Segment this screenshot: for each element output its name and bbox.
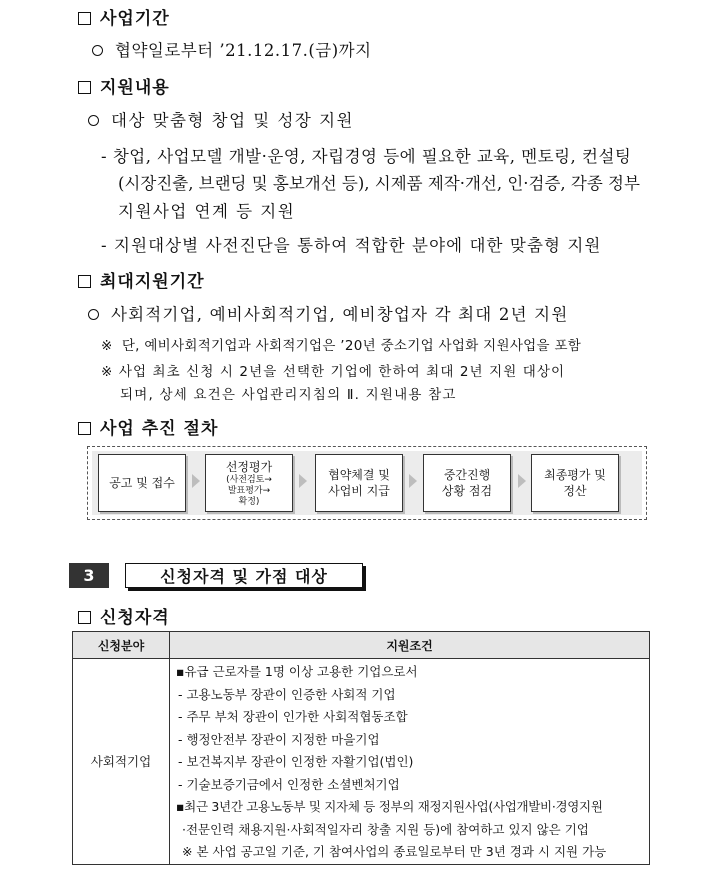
section-number-badge: 3: [69, 563, 109, 588]
section-process-heading: [78, 414, 218, 439]
condition-note-row: ※ 본 사업 공고일 기준, 기 참여사업의 종료일로부터 만 3년 경과 시 지원 가능: [182, 844, 607, 859]
condition-row: ·전문인력 채용지원·사회적일자리 창출 지원 등)에 참여하고 있지 않은 기업: [182, 821, 589, 837]
table-cell-conditions: [170, 659, 650, 865]
circle-bullet-icon: [88, 115, 99, 126]
arrow-right-icon: [299, 474, 307, 488]
circle-bullet-icon: [88, 309, 99, 320]
checkbox-square-icon: [78, 12, 91, 25]
table-header-field: 신청분야: [73, 632, 170, 659]
eligibility-table: [72, 631, 650, 865]
process-step-4: 중간진행 상황 점검: [423, 454, 511, 512]
circle-bullet-icon: [92, 45, 103, 56]
arrow-right-icon: [518, 474, 526, 488]
content-dash1-line3: 지원사업 연계 등 지원: [118, 202, 296, 221]
arrow-right-icon: [409, 474, 417, 488]
process-step-1: 공고 및 접수: [98, 454, 186, 512]
section-content-title: 지원내용: [100, 78, 170, 98]
checkbox-square-icon: [78, 422, 91, 435]
section-eligibility-title: 신청자격: [100, 608, 170, 628]
max-note2-line1: ※ 사업 최초 신청 시 2년을 선택한 기업에 한하여 최대 2년 지원 대상이: [101, 364, 566, 380]
table-cell-field: 사회적기업: [73, 659, 170, 865]
content-dash2: - 지원대상별 사전진단을 통하여 적합한 분야에 대한 맞춤형 지원: [101, 236, 602, 255]
condition-row: - 보건복지부 장관이 인정한 자활기업(법인): [178, 754, 414, 769]
condition-row: - 고용노동부 장관이 인증한 사회적 기업: [178, 686, 396, 702]
section-process-title: 사업 추진 절차: [100, 419, 219, 439]
max-item: 사회적기업, 예비사회적기업, 예비창업자 각 최대 2년 지원: [88, 301, 568, 325]
section-max-heading: [78, 267, 205, 292]
content-dash1-line2: (시장진출, 브랜딩 및 홍보개선 등), 시제품 제작·개선, 인·검증, 각종 정부: [118, 174, 640, 193]
process-step-3: 협약체결 및 사업비 지급: [315, 454, 403, 512]
table-header-condition: 지원조건: [170, 632, 650, 659]
condition-row: - 행정안전부 장관이 지정한 마을기업: [178, 731, 380, 747]
section-max-title: 최대지원기간: [100, 272, 205, 292]
checkbox-square-icon: [78, 275, 91, 288]
section-content-heading: [78, 73, 170, 98]
process-flow: [87, 446, 647, 520]
process-step-5: 최종평가 및 정산: [531, 454, 619, 512]
condition-row: - 기술보증기금에서 인정한 소셜벤처기업: [178, 776, 400, 792]
reference-mark-icon: ※: [101, 338, 113, 354]
max-note2-line2: 되며, 상세 요건은 사업관리지침의 Ⅱ. 지원내용 참고: [120, 387, 457, 403]
checkbox-square-icon: [78, 81, 91, 94]
content-dash1-line1: - 창업, 사업모델 개발·운영, 자립경영 등에 필요한 교육, 멘토링, 컨설팅: [101, 147, 632, 166]
section-eligibility-heading: [78, 603, 170, 628]
content-item: 대상 맞춤형 창업 및 성장 지원: [88, 107, 354, 131]
condition-row: ▪유급 근로자를 1명 이상 고용한 기업으로서: [176, 664, 418, 679]
period-item: 협약일로부터 ’21.12.17.(금)까지: [92, 37, 372, 61]
section-period-title: 사업기간: [100, 9, 170, 29]
checkbox-square-icon: [78, 611, 91, 624]
arrow-right-icon: [192, 474, 200, 488]
section-period-heading: [78, 4, 170, 29]
condition-row: - 주무 부처 장관이 인가한 사회적협동조합: [178, 709, 408, 724]
section-3-title: 신청자격 및 가점 대상: [125, 563, 363, 588]
condition-row: ▪최근 3년간 고용노동부 및 지자체 등 정부의 재정지원사업(사업개발비·경영지원: [176, 799, 603, 814]
max-note1: ※ 단, 예비사회적기업과 사회적기업은 ’20년 중소기업 사업화 지원사업을 포함: [101, 338, 582, 354]
process-step-2: 선정평가 (사전검토→ 발표평가→ 확정): [205, 454, 293, 512]
reference-mark-icon: ※: [101, 364, 114, 380]
